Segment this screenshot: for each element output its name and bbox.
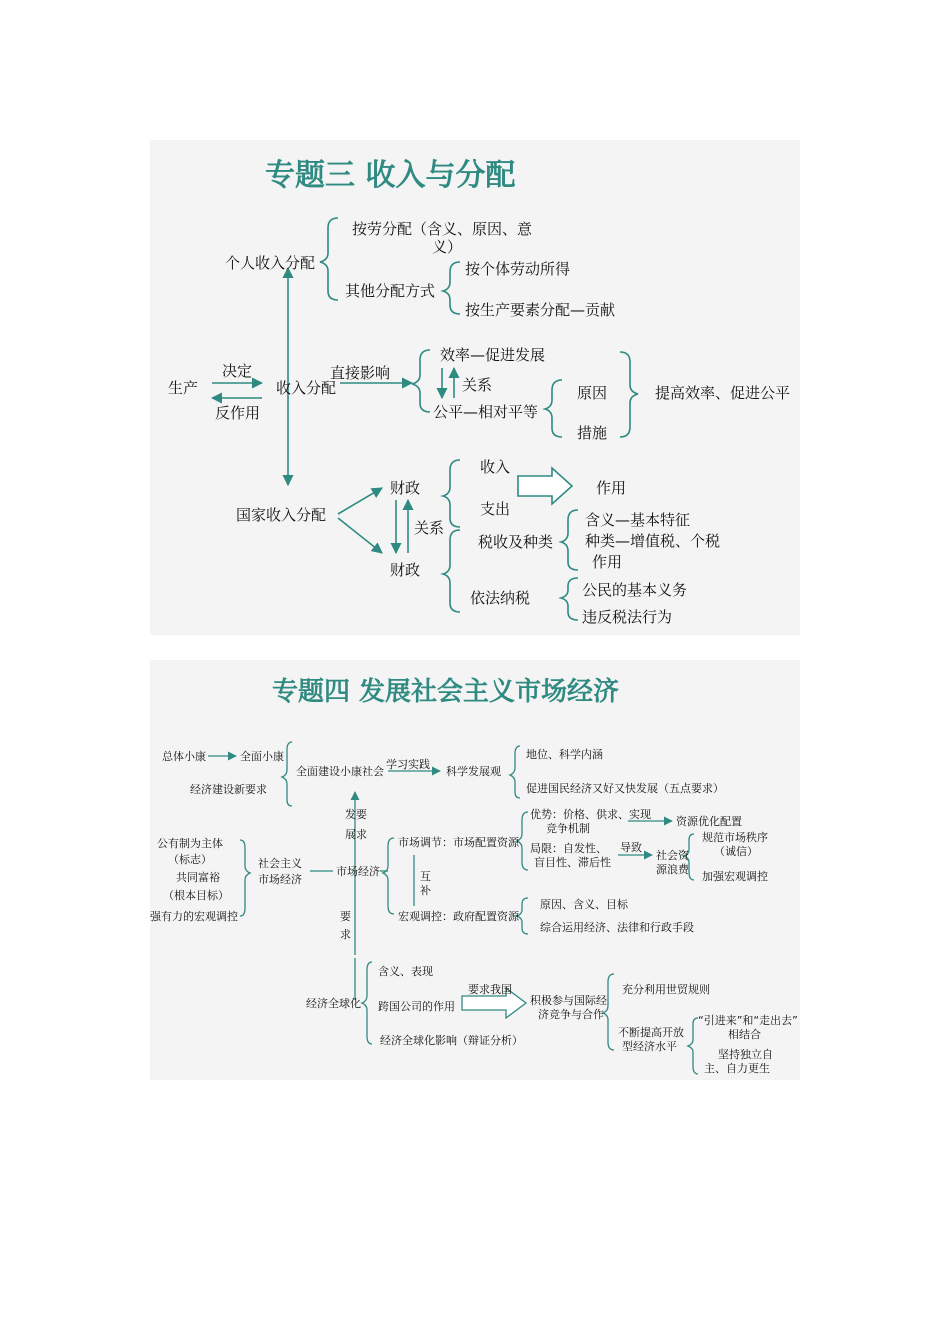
goal-label: （根本目标）: [163, 889, 229, 902]
reason-measures-brace: [545, 380, 562, 437]
wto-label: 充分利用世贸规则: [622, 983, 710, 996]
limit1-label: 局限：自发性、: [530, 842, 607, 855]
lawful-tax-brace: [561, 578, 578, 620]
factors-label: 按生产要素分配—贡献: [465, 301, 616, 319]
socialist1-label: 社会主义: [258, 857, 302, 870]
participate1-label: 积极参与国际经: [530, 994, 607, 1007]
finance2-label: 财政: [390, 561, 421, 579]
citizen-duty-label: 公民的基本义务: [582, 581, 688, 599]
dev-req1-label: 发要: [345, 808, 367, 821]
income-label: 收入: [480, 458, 511, 476]
req-country-label: 要求我国: [468, 983, 512, 996]
market-reg-label: 市场调节：市场配置资源: [398, 836, 519, 849]
public-label: 公有制为主体: [157, 837, 223, 850]
macro-reg-label: 宏观调控：政府配置资源: [398, 910, 519, 923]
sign-label: （标志）: [168, 853, 212, 866]
open1-label: 不断提高开放: [618, 1026, 684, 1039]
self1-label: 坚持独立自: [718, 1048, 773, 1061]
reason-goal-label: 原因、含义、目标: [540, 898, 628, 911]
promote-label: 促进国民经济又好又快发展（五点要求）: [526, 782, 724, 795]
role-hollow-arrow: [518, 468, 572, 504]
meaning-show-label: 含义、表现: [378, 965, 433, 978]
mnc-label: 跨国公司的作用: [378, 1000, 455, 1013]
open2-label: 型经济水平: [622, 1040, 677, 1053]
role-label: 作用: [596, 479, 627, 497]
lawful-tax-label: 依法纳税: [470, 589, 531, 607]
require1-label: 要: [340, 910, 351, 923]
new-req-label: 经济建设新要求: [190, 783, 267, 796]
efficiency-label: 效率—促进发展: [440, 346, 546, 364]
tax-kinds-label: 种类—增值税、个税: [585, 532, 721, 550]
other-methods-brace: [443, 262, 460, 314]
reason-label: 原因: [577, 384, 608, 402]
measures-label: 措施: [577, 424, 608, 442]
direct-effect-label: 直接影响: [330, 364, 391, 382]
means-label: 综合运用经济、法律和行政手段: [540, 921, 694, 934]
full-label: 全面小康: [240, 750, 284, 763]
individual-labor-label: 按个体劳动所得: [465, 260, 571, 278]
status-label: 地位、科学内涵: [526, 748, 603, 761]
labor-label: 按劳分配（含义、原因、意: [352, 220, 533, 238]
limit2-label: 盲目性、滞后性: [534, 856, 611, 869]
market-brace: [383, 838, 394, 914]
study-label: 学习实践: [386, 758, 430, 771]
national-to-finance1-arrow: [338, 488, 382, 514]
global-brace: [362, 962, 372, 1044]
regulate2-label: （诚信）: [714, 845, 758, 858]
optimize-label: 资源优化配置: [676, 815, 742, 828]
react-label: 反作用: [215, 404, 261, 422]
global-label: 经济全球化: [306, 997, 361, 1010]
participate-brace: [603, 974, 614, 1050]
overall-label: 总体小康: [162, 750, 206, 763]
waste1-label: 社会资: [656, 849, 689, 862]
adv1-label: 优势：价格、供求、实现: [530, 808, 651, 821]
adv2-label: 竞争机制: [546, 822, 590, 835]
market-econ-label: 市场经济: [336, 865, 380, 878]
tax-role-label: 作用: [592, 553, 623, 571]
global-effect-label: 经济全球化影响（辩证分析）: [380, 1034, 523, 1047]
finance1-brace: [443, 460, 460, 527]
national-to-finance2-arrow: [338, 518, 382, 553]
tax-meaning-label: 含义—基本特征: [585, 511, 691, 529]
regulate1-label: 规范市场秩序: [702, 831, 768, 844]
personal-label: 个人收入分配: [225, 254, 316, 272]
relation2-label: 关系: [414, 519, 445, 537]
scidev-brace: [510, 746, 520, 798]
production-label: 生产: [168, 379, 199, 397]
strengthen-label: 加强宏观调控: [702, 870, 768, 883]
inout2-label: 相结合: [728, 1028, 761, 1041]
sci-dev-label: 科学发展观: [446, 765, 501, 778]
tax-types-brace: [561, 510, 578, 570]
labor-cont-label: 义）: [432, 238, 463, 256]
finance2-brace: [443, 530, 460, 612]
decide-label: 决定: [222, 362, 253, 380]
socialist-right-brace: [240, 840, 250, 916]
improve-label: 提高效率、促进公平: [655, 384, 791, 402]
income-dist-label: 收入分配: [276, 379, 337, 397]
finance1-label: 财政: [390, 479, 421, 497]
mutual1-label: 互: [420, 870, 431, 883]
open-brace: [688, 1018, 698, 1074]
inout1-label: “引进来”和“走出去”: [698, 1014, 798, 1027]
tax-types-label: 税收及种类: [478, 533, 554, 551]
relation-label: 关系: [462, 376, 493, 394]
efficiency-fairness-brace: [412, 350, 430, 412]
require2-label: 求: [340, 928, 351, 941]
expense-label: 支出: [480, 500, 511, 518]
improve-right-brace: [620, 352, 638, 437]
mutual2-label: 补: [420, 884, 431, 897]
participate2-label: 济竞争与合作: [538, 1008, 604, 1021]
topic3-title: 专题三 收入与分配: [265, 158, 516, 193]
common-label: 共同富裕: [176, 871, 220, 884]
personal-brace: [320, 218, 338, 300]
fairness-label: 公平—相对平等: [433, 403, 539, 421]
self2-label: 主、自力更生: [704, 1062, 770, 1075]
tax-violation-label: 违反税法行为: [582, 608, 673, 626]
other-methods-label: 其他分配方式: [345, 282, 436, 300]
waste2-label: 源浪费: [656, 863, 689, 876]
topic4-title: 专题四 发展社会主义市场经济: [272, 677, 620, 707]
lead-label: 导致: [620, 841, 642, 854]
build-label: 全面建设小康社会: [296, 765, 384, 778]
national-label: 国家收入分配: [236, 506, 327, 524]
dev-req2-label: 展求: [345, 828, 367, 841]
socialist2-label: 市场经济: [258, 873, 302, 886]
macro-strong-label: 强有力的宏观调控: [150, 910, 238, 923]
